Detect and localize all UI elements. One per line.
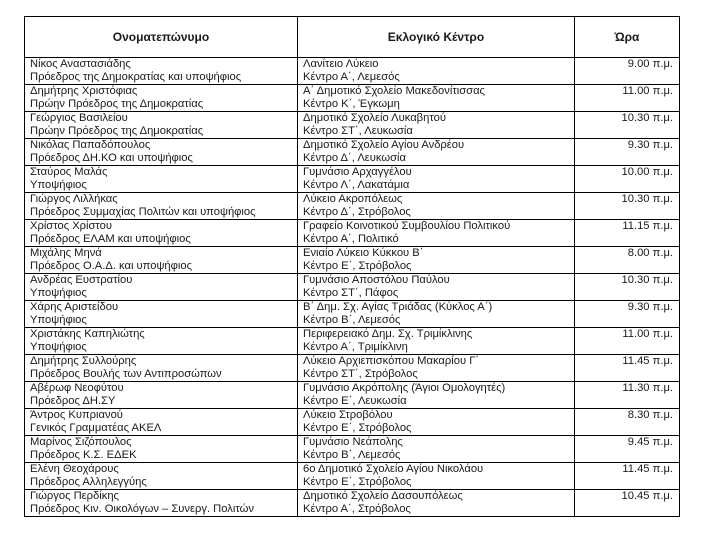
person-name: Ελένη Θεοχάρους xyxy=(30,463,119,475)
polling-centre-name: Δημοτικό Σχολείο Λυκαβητού xyxy=(303,112,446,124)
header-time: Ώρα xyxy=(575,17,680,58)
voting-time: 11.00 π.μ. xyxy=(575,85,680,112)
person-role: Υποψήφιος xyxy=(30,287,87,299)
polling-centre-name: Β΄ Δημ. Σχ. Αγίας Τριάδας (Κύκλος Α΄) xyxy=(303,301,493,313)
polling-centre-name: 6ο Δημοτικό Σχολείο Αγίου Νικολάου xyxy=(303,463,484,475)
polling-centre-district: Κέντρο Β΄, Λεμεσός xyxy=(303,449,401,461)
voting-time: 9.30 π.μ. xyxy=(575,139,680,166)
table-row xyxy=(25,85,680,112)
voting-time: 10.45 π.μ. xyxy=(575,490,680,517)
table-row xyxy=(25,355,680,382)
name-cell xyxy=(25,382,298,409)
name-cell xyxy=(25,85,298,112)
polling-centre-cell xyxy=(298,355,575,382)
person-name: Δημήτρης Χριστόφιας xyxy=(30,85,138,97)
name-cell xyxy=(25,193,298,220)
polling-centre-name: Λανίτειο Λύκειο xyxy=(303,58,379,70)
polling-centre-cell xyxy=(298,274,575,301)
person-role: Πρόεδρος Συμμαχίας Πολιτών και υποψήφιος xyxy=(30,206,256,218)
name-cell xyxy=(25,166,298,193)
person-role: Πρόεδρος ΕΛΑΜ και υποψήφιος xyxy=(30,233,191,245)
polling-centre-district: Κέντρο Β΄, Λεμεσός xyxy=(303,314,401,326)
polling-centre-name: Γυμνάσιο Νεάπολης xyxy=(303,436,403,448)
polling-centre-cell xyxy=(298,247,575,274)
name-cell xyxy=(25,409,298,436)
name-cell xyxy=(25,112,298,139)
polling-centre-cell xyxy=(298,58,575,85)
name-cell xyxy=(25,139,298,166)
polling-centre-cell xyxy=(298,490,575,517)
polling-centre-cell xyxy=(298,301,575,328)
polling-centre-cell xyxy=(298,85,575,112)
polling-centre-cell xyxy=(298,328,575,355)
polling-schedule-table xyxy=(24,16,680,517)
person-role: Πρόεδρος της Δημοκρατίας και υποψήφιος xyxy=(30,71,242,83)
polling-centre-name: Λύκειο Ακροπόλεως xyxy=(303,193,403,205)
name-cell xyxy=(25,328,298,355)
table-row xyxy=(25,328,680,355)
polling-centre-district: Κέντρο Ε΄, Στρόβολος xyxy=(303,260,412,272)
polling-centre-district: Κέντρο Δ΄, Λευκωσία xyxy=(303,152,406,164)
polling-centre-name: Λύκειο Στροβόλου xyxy=(303,409,393,421)
polling-centre-name: Λύκειο Αρχιεπισκόπου Μακαρίου Γ΄ xyxy=(303,355,480,367)
name-cell xyxy=(25,463,298,490)
polling-centre-cell xyxy=(298,463,575,490)
name-cell xyxy=(25,58,298,85)
polling-centre-district: Κέντρο Δ΄, Στρόβολος xyxy=(303,206,411,218)
polling-centre-district: Κέντρο Α΄, Στρόβολος xyxy=(303,503,411,515)
polling-centre-name: Περιφερειακό Δημ. Σχ. Τριμίκλινης xyxy=(303,328,473,340)
table-row xyxy=(25,247,680,274)
table-body xyxy=(25,58,680,517)
person-name: Μαρίνος Σιζόπουλος xyxy=(30,436,132,448)
polling-centre-cell xyxy=(298,382,575,409)
polling-centre-district: Κέντρο ΣΤ΄, Λευκωσία xyxy=(303,125,413,137)
name-cell xyxy=(25,355,298,382)
person-role: Πρόεδρος ΔΗ.ΣΥ xyxy=(30,395,116,407)
header-name: Ονοματεπώνυμο xyxy=(25,17,298,58)
name-cell xyxy=(25,301,298,328)
polling-centre-district: Κέντρο Λ΄, Λακατάμια xyxy=(303,179,410,191)
person-name: Σταύρος Μαλάς xyxy=(30,166,108,178)
polling-centre-name: Α΄ Δημοτικό Σχολείο Μακεδονίτισσας xyxy=(303,85,485,97)
voting-time: 10.30 π.μ. xyxy=(575,112,680,139)
polling-centre-name: Γυμνάσιο Αποστόλου Παύλου xyxy=(303,274,450,286)
voting-time: 11.45 π.μ. xyxy=(575,355,680,382)
voting-time: 9.00 π.μ. xyxy=(575,58,680,85)
voting-time: 11.00 π.μ. xyxy=(575,328,680,355)
table-row xyxy=(25,166,680,193)
name-cell xyxy=(25,490,298,517)
polling-centre-name: Γραφείο Κοινοτικού Συμβουλίου Πολιτικού xyxy=(303,220,511,232)
polling-centre-name: Γυμνάσιο Ακρόπολης (Άγιοι Ομολογητές) xyxy=(303,382,506,394)
name-cell xyxy=(25,220,298,247)
person-name: Χριστάκης Καπηλιώτης xyxy=(30,328,145,340)
table-row xyxy=(25,220,680,247)
person-role: Πρώην Πρόεδρος της Δημοκρατίας xyxy=(30,98,204,110)
person-role: Πρόεδρος Βουλής των Αντιπροσώπων xyxy=(30,368,222,380)
table-row xyxy=(25,193,680,220)
person-name: Δημήτρης Συλλούρης xyxy=(30,355,137,367)
person-role: Πρόεδρος Ο.Α.Δ. και υποψήφιος xyxy=(30,260,193,272)
person-name: Μιχάλης Μηνά xyxy=(30,247,102,259)
person-role: Υποψήφιος xyxy=(30,341,87,353)
person-role: Γενικός Γραμματέας ΑΚΕΛ xyxy=(30,422,162,434)
person-name: Γιώργος Περδίκης xyxy=(30,490,119,502)
table-row xyxy=(25,58,680,85)
person-role: Πρόεδρος Κιν. Οικολόγων – Συνεργ. Πολιτών xyxy=(30,503,254,515)
voting-time: 8.30 π.μ. xyxy=(575,409,680,436)
table-row xyxy=(25,274,680,301)
polling-centre-district: Κέντρο Α΄, Λεμεσός xyxy=(303,71,400,83)
table-row xyxy=(25,139,680,166)
name-cell xyxy=(25,274,298,301)
person-role: Πρόεδρος Αλληλεγγύης xyxy=(30,476,147,488)
table-row xyxy=(25,409,680,436)
results-table-container xyxy=(24,16,680,517)
voting-time: 11.45 π.μ. xyxy=(575,463,680,490)
table-row xyxy=(25,490,680,517)
polling-centre-cell xyxy=(298,112,575,139)
table-row xyxy=(25,112,680,139)
polling-centre-cell xyxy=(298,166,575,193)
person-name: Νικόλας Παπαδόπουλος xyxy=(30,139,151,151)
polling-centre-cell xyxy=(298,193,575,220)
person-name: Νίκος Αναστασιάδης xyxy=(30,58,131,70)
table-row xyxy=(25,301,680,328)
polling-centre-name: Ενιαίο Λύκειο Κύκκου Β΄ xyxy=(303,247,424,259)
polling-centre-district: Κέντρο Ε΄, Στρόβολος xyxy=(303,422,412,434)
person-role: Πρόεδρος ΔΗ.ΚΟ και υποψήφιος xyxy=(30,152,193,164)
person-role: Υποψήφιος xyxy=(30,179,87,191)
polling-centre-district: Κέντρο ΣΤ΄, Πάφος xyxy=(303,287,399,299)
header-row xyxy=(25,17,680,58)
polling-centre-name: Γυμνάσιο Αρχαγγέλου xyxy=(303,166,412,178)
voting-time: 10.00 π.μ. xyxy=(575,166,680,193)
polling-centre-district: Κέντρο ΣΤ΄, Στρόβολος xyxy=(303,368,418,380)
name-cell xyxy=(25,436,298,463)
person-name: Ανδρέας Ευστρατίου xyxy=(30,274,133,286)
polling-centre-district: Κέντρο Ε΄, Λευκωσία xyxy=(303,395,407,407)
person-role: Πρόεδρος Κ.Σ. ΕΔΕΚ xyxy=(30,449,137,461)
voting-time: 10.30 π.μ. xyxy=(575,274,680,301)
voting-time: 11.30 π.μ. xyxy=(575,382,680,409)
polling-centre-district: Κέντρο Ε΄, Στρόβολος xyxy=(303,476,412,488)
polling-centre-cell xyxy=(298,436,575,463)
polling-centre-cell xyxy=(298,409,575,436)
person-name: Άντρος Κυπριανού xyxy=(30,409,123,421)
polling-centre-name: Δημοτικό Σχολείο Δασουπόλεως xyxy=(303,490,463,502)
person-name: Αβέρωφ Νεοφύτου xyxy=(30,382,124,394)
voting-time: 10.30 π.μ. xyxy=(575,193,680,220)
polling-centre-name: Δημοτικό Σχολείο Αγίου Ανδρέου xyxy=(303,139,465,151)
table-row xyxy=(25,463,680,490)
person-role: Υποψήφιος xyxy=(30,314,87,326)
person-name: Χάρης Αριστείδου xyxy=(30,301,119,313)
polling-centre-district: Κέντρο Α΄, Τριμίκλινη xyxy=(303,341,408,353)
polling-centre-district: Κέντρο Α΄, Πολιτικό xyxy=(303,233,399,245)
header-polling-centre: Εκλογικό Κέντρο xyxy=(298,17,575,58)
person-name: Χρίστος Χρίστου xyxy=(30,220,113,232)
voting-time: 8.00 π.μ. xyxy=(575,247,680,274)
person-name: Γιώργος Λιλλήκας xyxy=(30,193,118,205)
polling-centre-district: Κέντρο Κ΄, Έγκωμη xyxy=(303,98,400,110)
polling-centre-cell xyxy=(298,139,575,166)
name-cell xyxy=(25,247,298,274)
person-role: Πρώην Πρόεδρος της Δημοκρατίας xyxy=(30,125,204,137)
voting-time: 9.30 π.μ. xyxy=(575,301,680,328)
polling-centre-cell xyxy=(298,220,575,247)
person-name: Γεώργιος Βασιλείου xyxy=(30,112,128,124)
table-row xyxy=(25,436,680,463)
table-row xyxy=(25,382,680,409)
voting-time: 11.15 π.μ. xyxy=(575,220,680,247)
voting-time: 9.45 π.μ. xyxy=(575,436,680,463)
